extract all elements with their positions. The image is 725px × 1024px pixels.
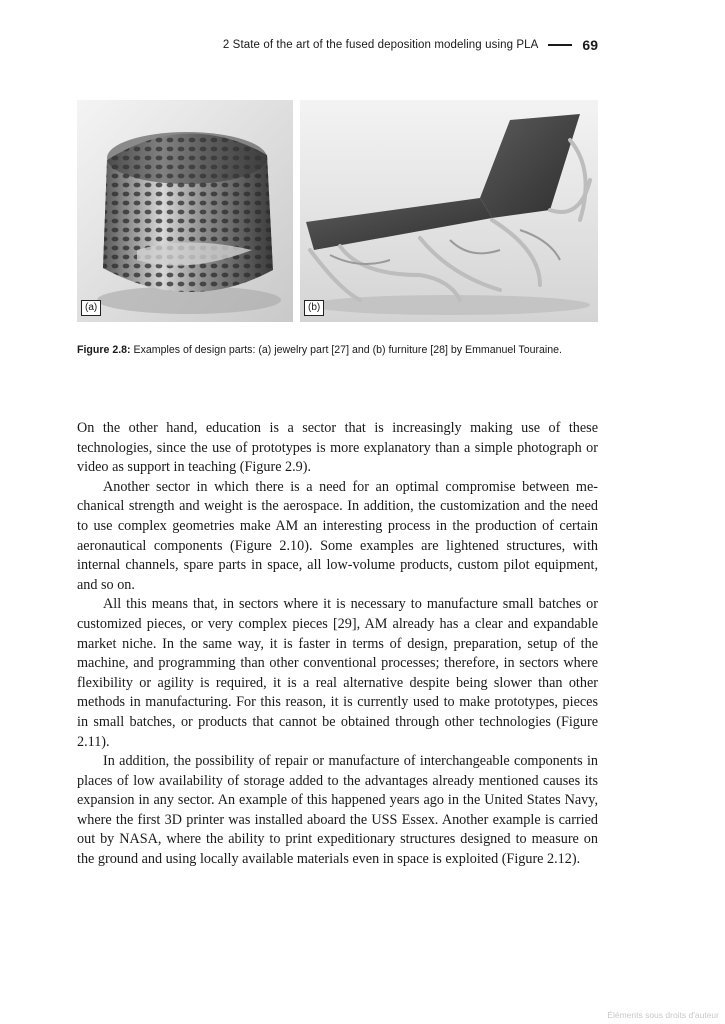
- paragraph-small-batches: All this means that, in sectors where it is necessary to manufacture small batches or customized pieces, or very complex pieces [29], AM already has a clear and expandable market niche. In the same way, it is faster in terms of design, preparation, setup of the machine, and programming than other conventional processes; therefore, in sectors where flexibility or agility is required, it is a real alternative despite being slower than other methods in manufacturing. For this reason, it is currently used to make prototypes, pieces in small batches, or products that cannot be obtained through other technologies (Figure 2.11).: [77, 596, 598, 750]
- figure-panel-b-furniture-photo: [300, 100, 598, 322]
- header-rule: [548, 44, 572, 46]
- paragraph-aerospace: Another sector in which there is a need for an optimal compromise between mechanical strength and weight is the aerospace. In addition, the customization and the need to use complex geometries make AM an interesting process in the production of certain aeronautical components (Figure 2.10). Some examples are lightened structures, with internal channels, spare parts in space, all low-volume products, custom pilot equipment, and so on.: [77, 478, 598, 593]
- caption-text: Examples of design parts: (a) jewelry part [27] and (b) furniture [28] by Emmanuel Touraine.: [130, 344, 562, 356]
- paragraph-education: On the other hand, education is a sector that is increasingly making use of these technologies, since the use of prototypes is more explanatory than a simple photograph or video as support in teaching (Figure 2.9).: [77, 420, 598, 476]
- running-title: 2 State of the art of the fused deposition modeling using PLA: [222, 39, 539, 51]
- paragraph-repair: In addition, the possibility of repair or manufacture of interchangeable components in places of low availability of storage added to the advantages already mentioned causes its expansion in any sector. An example of this happened years ago in the United States Navy, where the first 3D printer was installed aboard the USS Essex. Another example is carried out by NASA, where the ability to print expeditionary structures designed to measure on the ground and using locally available materials even in space is exploited (Figure 2.12).: [77, 753, 598, 868]
- caption-label: Figure 2.8:: [77, 344, 131, 356]
- lounge-chair-image: [300, 100, 598, 322]
- running-head: [200, 37, 598, 53]
- body-text: [77, 419, 598, 870]
- copyright-watermark: Éléments sous droits d'auteur: [607, 1010, 719, 1020]
- panel-a-label: (a): [81, 300, 101, 316]
- figure-caption: [77, 342, 597, 358]
- panel-b-label: (b): [304, 300, 324, 316]
- page-number: 69: [582, 37, 598, 53]
- figure-panel-a-jewelry-photo: [77, 100, 293, 322]
- jewelry-image: [77, 100, 293, 322]
